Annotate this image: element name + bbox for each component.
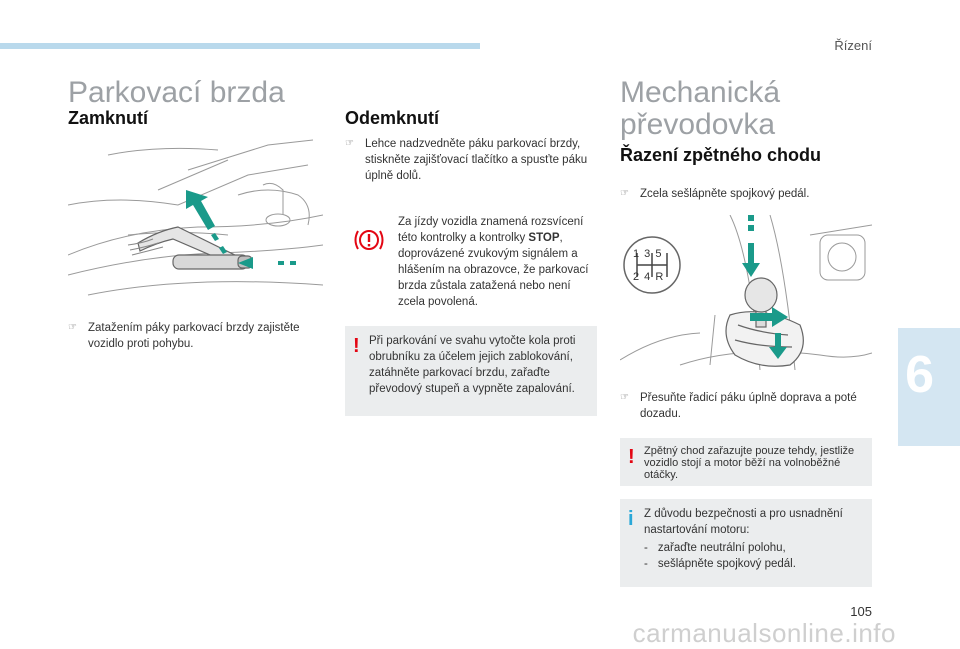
info-icon: i	[628, 508, 634, 530]
lock-bullet	[68, 320, 323, 352]
shift-pattern-icon	[624, 237, 680, 293]
gear-pattern-bottom-label: 2 4 R	[633, 271, 665, 283]
unlock-subtitle: Odemknutí	[345, 108, 440, 128]
pointing-hand-icon: ☞	[68, 322, 77, 333]
pointing-hand-icon: ☞	[620, 188, 629, 199]
stop-note	[398, 214, 593, 310]
gear-lever-illustration	[620, 215, 872, 370]
list-item: - sešlápněte spojkový pedál.	[644, 558, 796, 570]
reverse-gear-subtitle: Řazení zpětného chodu	[620, 145, 822, 165]
parking-brake-title: Parkovací brzda	[68, 76, 285, 109]
section-label: Řízení	[834, 38, 872, 53]
page-number: 105	[850, 604, 872, 619]
stop-note-text-before: Za jízdy vozidla znamená rozsvícení této kontrolky a kontrolky	[398, 216, 584, 244]
safety-info-note	[620, 499, 872, 587]
header-accent-bar	[0, 43, 480, 49]
reverse-warning-text: Zpětný chod zařazujte pouze tehdy, jestliže vozidlo stojí a motor běží na volnoběžné otáčky.	[644, 445, 855, 481]
manual-gearbox-title-line2: převodovka	[620, 108, 776, 141]
reverse-warning-note	[620, 438, 872, 486]
unlock-bullet	[345, 136, 595, 184]
stop-word: STOP	[528, 232, 560, 244]
gear-pattern-top-label: 1 3 5	[633, 248, 663, 260]
slope-warning-text: Při parkování ve svahu vytočte kola proti obrubníku za účelem jejich zablokování, zatáhněte parkovací brzdu, zařaďte převodový stupeň a vypněte zapalování.	[369, 335, 576, 395]
list-item-text: zařaďte neutrální polohu,	[657, 542, 786, 554]
manual-gearbox-title-line1: Mechanická	[620, 76, 781, 109]
shift-bullet	[620, 390, 872, 422]
clutch-bullet	[620, 186, 870, 202]
pointing-hand-icon: ☞	[620, 392, 629, 403]
exclamation-icon: !	[628, 446, 635, 468]
safety-info-intro: Z důvodu bezpečnosti a pro usnadnění nastartování motoru:	[644, 508, 843, 536]
list-item-text: sešlápněte spojkový pedál.	[657, 558, 796, 570]
exclamation-icon: !	[353, 335, 360, 357]
pointing-hand-icon: ☞	[345, 138, 354, 149]
brake-warning-light-icon	[352, 223, 386, 257]
watermark: carmanualsonline.info	[632, 618, 896, 648]
shift-bullet-text: Přesuňte řadicí páku úplně doprava a poté dozadu.	[640, 392, 857, 420]
parking-brake-illustration	[68, 135, 323, 305]
slope-warning-note	[345, 326, 597, 416]
list-item: - zařaďte neutrální polohu,	[644, 542, 786, 554]
chapter-number: 6	[905, 346, 934, 404]
clutch-bullet-text: Zcela sešlápněte spojkový pedál.	[640, 188, 810, 200]
lock-bullet-text: Zatažením páky parkovací brzdy zajistěte vozidlo proti pohybu.	[88, 322, 300, 350]
stop-note-text-after: , doprovázené zvukovým signálem a hlášením na obrazovce, že parkovací brzda zůstala zatažená nebo není zcela povolená.	[398, 232, 589, 308]
unlock-bullet-text: Lehce nadzvedněte páku parkovací brzdy, stiskněte zajišťovací tlačítko a spusťte páku úplně dolů.	[365, 138, 588, 182]
lock-subtitle: Zamknutí	[68, 108, 149, 128]
